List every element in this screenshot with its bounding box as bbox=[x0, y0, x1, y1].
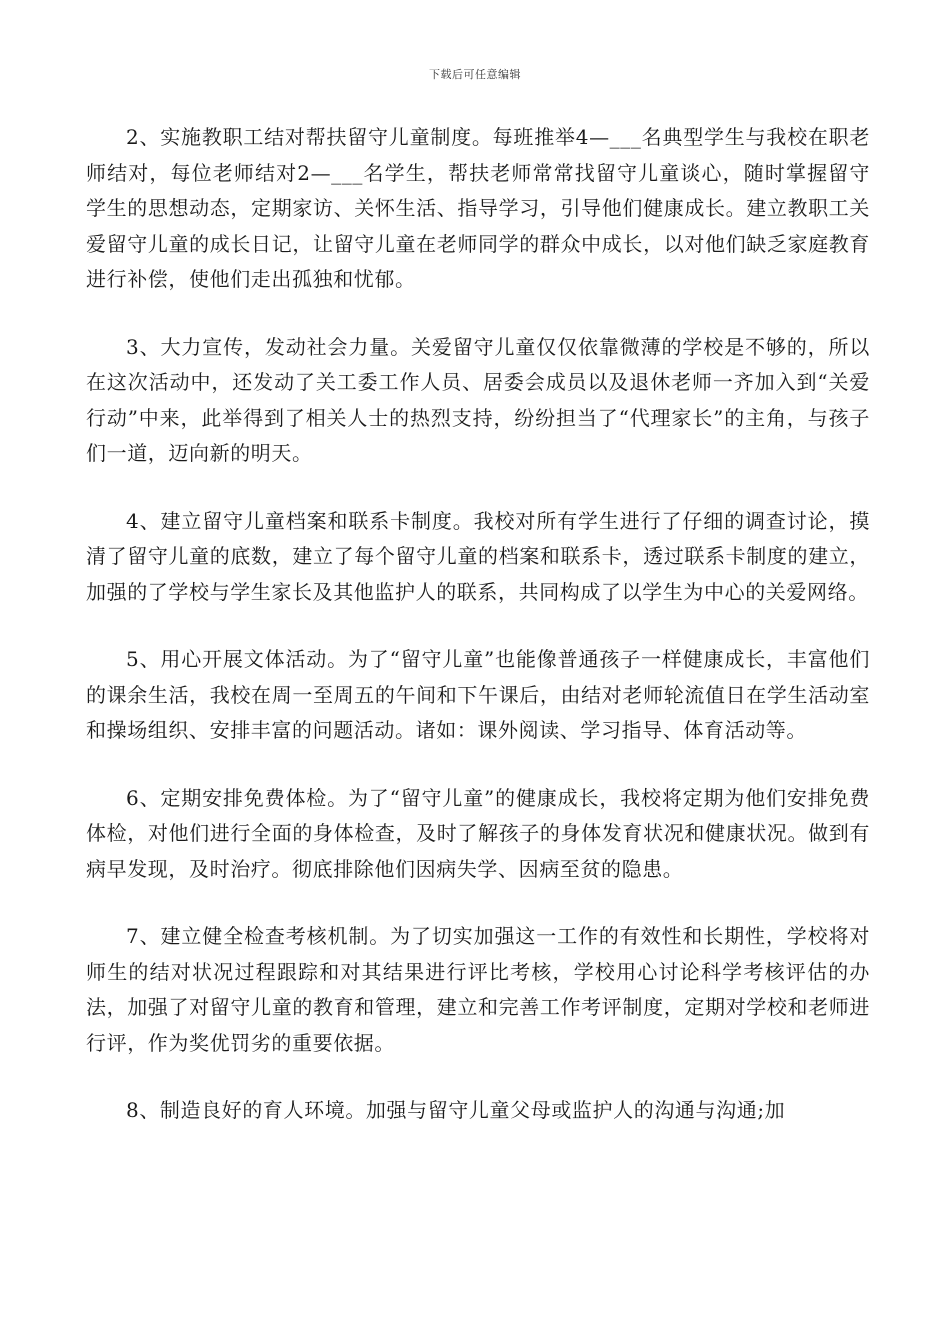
page-header: 下载后可任意编辑 bbox=[429, 68, 521, 81]
document-body bbox=[86, 120, 870, 1161]
paragraph-7: 7、建立健全检查考核机制。为了切实加强这一工作的有效性和长期性，学校将对师生的结对状况过程跟踪和对其结果进行评比考核，学校用心讨论科学考核评估的办法，加强了对留守儿童的教育和管理，建立和完善工作考评制度，定期对学校和老师进行评，作为奖优罚劣的重要依据。 bbox=[86, 924, 870, 1055]
paragraph-5: 5、用心开展文体活动。为了“留守儿童”也能像普通孩子一样健康成长，丰富他们的课余生活，我校在周一至周五的午间和下午课后，由结对老师轮流值日在学生活动室和操场组织、安排丰富的问题活动。诸如：课外阅读、学习指导、体育活动等。 bbox=[86, 647, 870, 742]
paragraph-8: 8、制造良好的育人环境。加强与留守儿童父母或监护人的沟通与沟通;加 bbox=[126, 1098, 786, 1122]
paragraph-6: 6、定期安排免费体检。为了“留守儿童”的健康成长，我校将定期为他们安排免费体检，对他们进行全面的身体检查，及时了解孩子的身体发育状况和健康状况。做到有病早发现，及时治疗。彻底排除他们因病失学、因病至贫的隐患。 bbox=[86, 785, 870, 881]
paragraph-3: 3、大力宣传，发动社会力量。关爱留守儿童仅仅依靠微薄的学校是不够的，所以在这次活动中，还发动了关工委工作人员、居委会成员以及退休老师一齐加入到“关爱行动”中来，此举得到了相关人士的热烈支持，纷纷担当了“代理家长”的主角，与孩子们一道，迈向新的明天。 bbox=[86, 334, 870, 465]
paragraph-4: 4、建立留守儿童档案和联系卡制度。我校对所有学生进行了仔细的调查讨论，摸清了留守儿童的底数，建立了每个留守儿童的档案和联系卡，透过联系卡制度的建立，加强的了学校与学生家长及其他监护人的联系，共同构成了以学生为中心的关爱网络。 bbox=[86, 508, 870, 604]
paragraph-2: 2、实施教职工结对帮扶留守儿童制度。每班推举4—___名典型学生与我校在职老师结对，每位老师结对2—___名学生，帮扶老师常常找留守儿童谈心，随时掌握留守学生的思想动态，定期家访、关怀生活、指导学习，引导他们健康成长。建立教职工关爱留守儿童的成长日记，让留守儿童在老师同学的群众中成长，以对他们缺乏家庭教育进行补偿，使他们走出孤独和忧郁。 bbox=[86, 125, 870, 291]
